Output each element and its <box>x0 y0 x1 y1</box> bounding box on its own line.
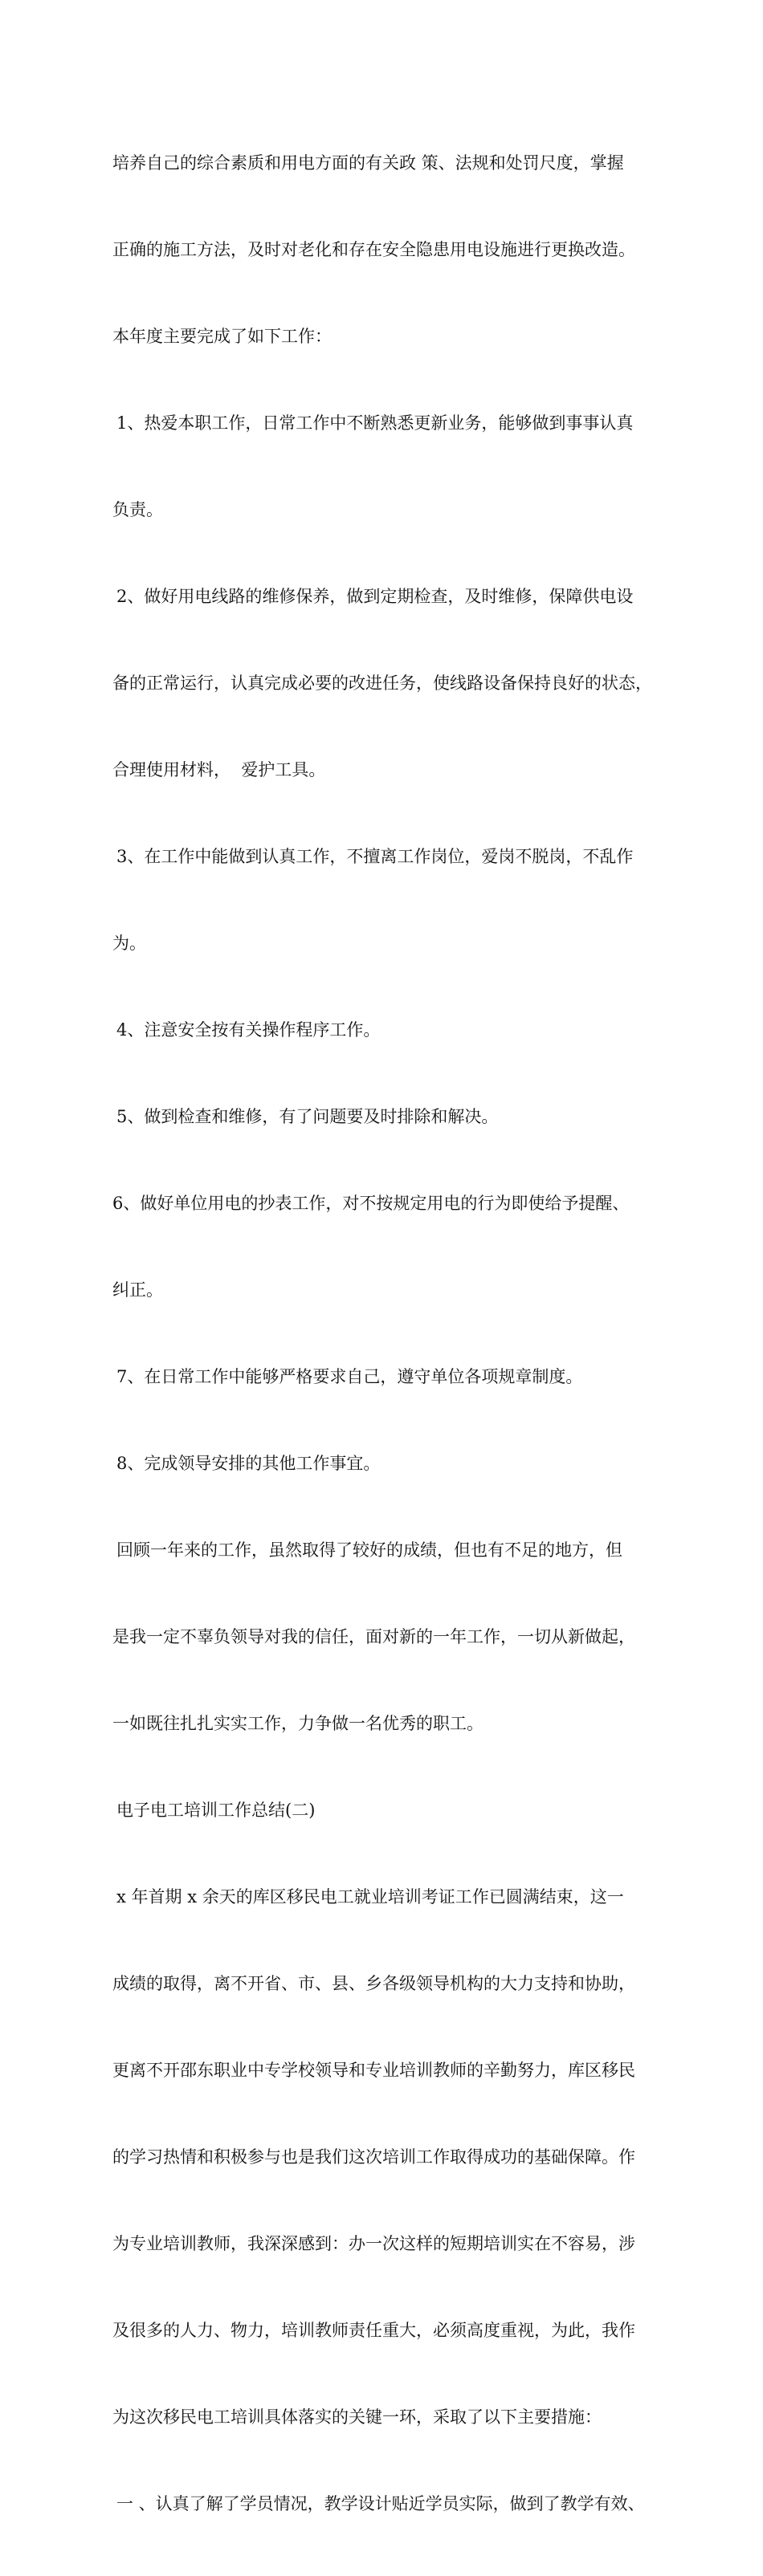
section-title: 电子电工培训工作总结(二) <box>116 1801 316 1820</box>
paragraph-line: 为专业培训教师，我深深感到：办一次这样的短期培训实在不容易，涉 <box>112 2234 635 2253</box>
list-item: 6、做好单位用电的抄表工作，对不按规定用电的行为即使给予提醒、 <box>112 1194 630 1213</box>
text-line: 备的正常运行，认真完成必要的改进任务，使线路设备保持良好的状态， <box>112 674 652 693</box>
text-line: 纠正。 <box>112 1280 163 1300</box>
list-item: 一 、认真了解了学员情况，教学设计贴近学员实际，做到了教学有效、 <box>116 2494 645 2513</box>
paragraph-line: 为这次移民电工培训具体落实的关键一环，采取了以下主要措施： <box>112 2407 602 2427</box>
list-item: 2、做好用电线路的维修保养，做到定期检查，及时维修，保障供电设 <box>116 587 634 606</box>
paragraph-line: x 年首期 x 余天的库区移民电工就业培训考证工作已圆满结束，这一 <box>116 1887 624 1907</box>
document-body <box>112 91 667 2576</box>
paragraph-line: 回顾一年来的工作，虽然取得了较好的成绩，但也有不足的地方，但 <box>116 1540 622 1560</box>
text-line: 负责。 <box>112 500 163 519</box>
list-item: 1、热爱本职工作，日常工作中不断熟悉更新业务，能够做到事事认真 <box>116 413 634 433</box>
text-line: 合理使用材料， 爱护工具。 <box>112 760 326 779</box>
list-item: 7、在日常工作中能够严格要求自己，遵守单位各项规章制度。 <box>116 1367 583 1386</box>
list-item: 8、完成领导安排的其他工作事宜。 <box>116 1454 381 1473</box>
paragraph-line: 是我一定不辜负领导对我的信任，面对新的一年工作，一切从新做起， <box>112 1627 635 1646</box>
paragraph-line: 更离不开邵东职业中专学校领导和专业培训教师的辛勤努力，库区移民 <box>112 2061 635 2080</box>
list-item: 5、做到检查和维修，有了问题要及时排除和解决。 <box>116 1107 499 1126</box>
list-item: 4、注意安全按有关操作程序工作。 <box>116 1020 381 1040</box>
paragraph-line: 成绩的取得，离不开省、市、县、乡各级领导机构的大力支持和协助， <box>112 1974 635 1993</box>
text-line: 本年度主要完成了如下工作： <box>112 327 332 346</box>
text-line: 培养自己的综合素质和用电方面的有关政 策、法规和处罚尺度，掌握 <box>112 153 624 173</box>
paragraph-line: 及很多的人力、物力，培训教师责任重大，必须高度重视，为此，我作 <box>112 2321 635 2340</box>
list-item: 3、在工作中能做到认真工作，不擅离工作岗位，爱岗不脱岗，不乱作 <box>116 847 634 866</box>
text-line: 正确的施工方法，及时对老化和存在安全隐患用电设施进行更换改造。 <box>112 240 635 259</box>
paragraph-line: 的学习热情和积极参与也是我们这次培训工作取得成功的基础保障。作 <box>112 2147 635 2167</box>
paragraph-line: 一如既往扎扎实实工作，力争做一名优秀的职工。 <box>112 1714 484 1733</box>
text-line: 为。 <box>112 934 146 953</box>
